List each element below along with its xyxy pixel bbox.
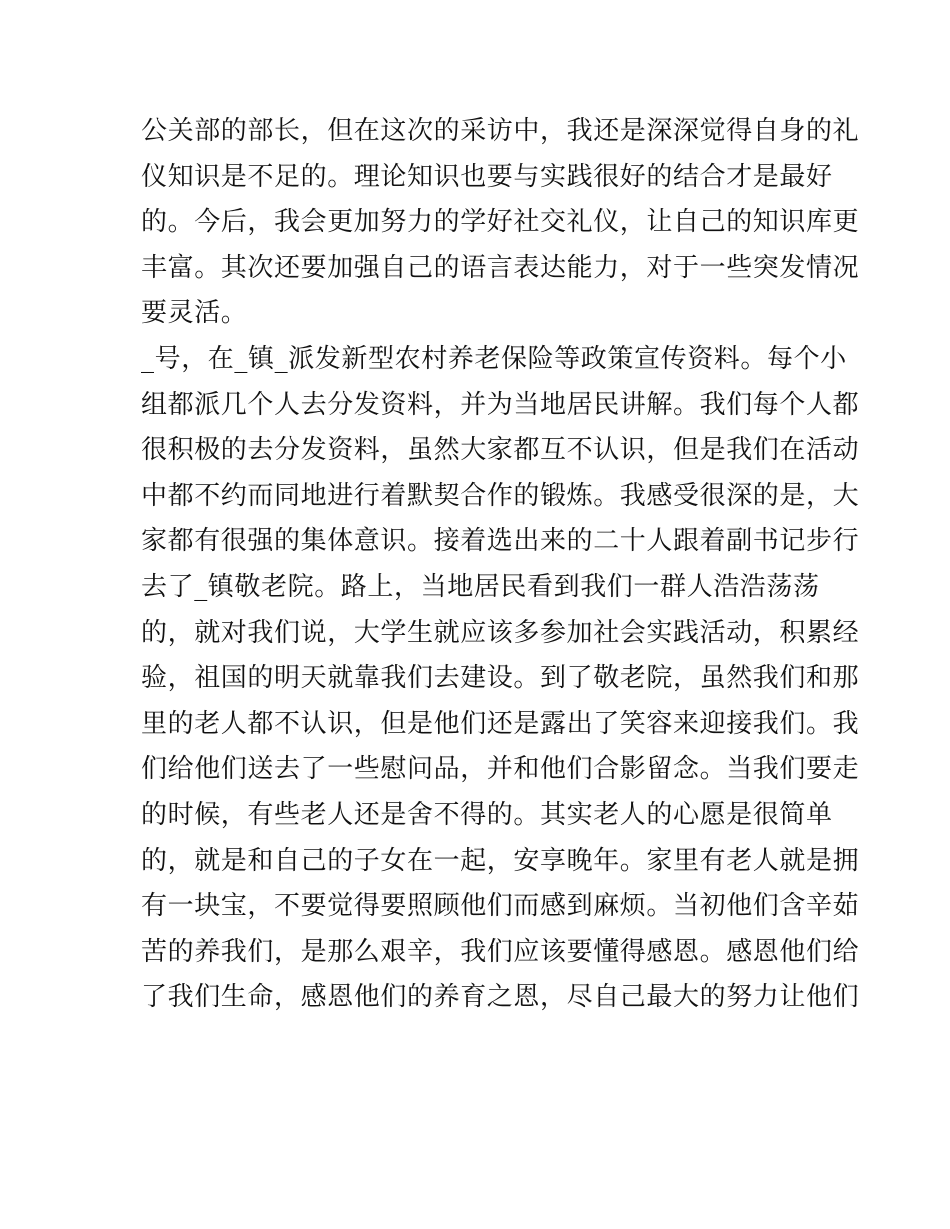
text-line: 家都有很强的集体意识。接着选出来的二十人跟着副书记步行	[141, 526, 860, 557]
text-line: 中都不约而同地进行着默契合作的锻炼。我感受很深的是，大	[141, 480, 860, 511]
text-line: 了我们生命，感恩他们的养育之恩，尽自己最大的努力让他们	[141, 982, 860, 1013]
text-line: 仪知识是不足的。理论知识也要与实践很好的结合才是最好	[141, 161, 833, 192]
text-line: 里的老人都不认识，但是他们还是露出了笑容来迎接我们。我	[141, 708, 860, 739]
text-line: 公关部的部长，但在这次的采访中，我还是深深觉得自身的礼	[141, 116, 860, 146]
text-line: 苦的养我们，是那么艰辛，我们应该要懂得感恩。感恩他们给	[141, 936, 860, 967]
text-line: _号，在_镇_派发新型农村养老保险等政策宣传资料。每个小	[141, 343, 847, 374]
text-line: 要灵活。	[141, 298, 248, 329]
text-line: 有一块宝，不要觉得要照顾他们而感到麻烦。当初他们含辛茹	[141, 891, 860, 922]
text-line: 们给他们送去了一些慰问品，并和他们合影留念。当我们要走	[141, 754, 860, 785]
body-text	[141, 109, 860, 1021]
text-line: 验，祖国的明天就靠我们去建设。到了敬老院，虽然我们和那	[141, 663, 860, 694]
text-line: 的时候，有些老人还是舍不得的。其实老人的心愿是很简单	[141, 799, 833, 830]
text-line: 的。今后，我会更加努力的学好社交礼仪，让自己的知识库更	[141, 207, 860, 238]
text-line: 的，就对我们说，大学生就应该多参加社会实践活动，积累经	[141, 617, 860, 648]
text-line: 丰富。其次还要加强自己的语言表达能力，对于一些突发情况	[141, 252, 860, 283]
text-line: 很积极的去分发资料，虽然大家都互不认识，但是我们在活动	[141, 435, 860, 466]
text-line: 组都派几个人去分发资料，并为当地居民讲解。我们每个人都	[141, 389, 860, 420]
text-line: 的，就是和自己的子女在一起，安享晚年。家里有老人就是拥	[141, 845, 860, 876]
text-line: 去了_镇敬老院。路上，当地居民看到我们一群人浩浩荡荡	[141, 571, 820, 602]
